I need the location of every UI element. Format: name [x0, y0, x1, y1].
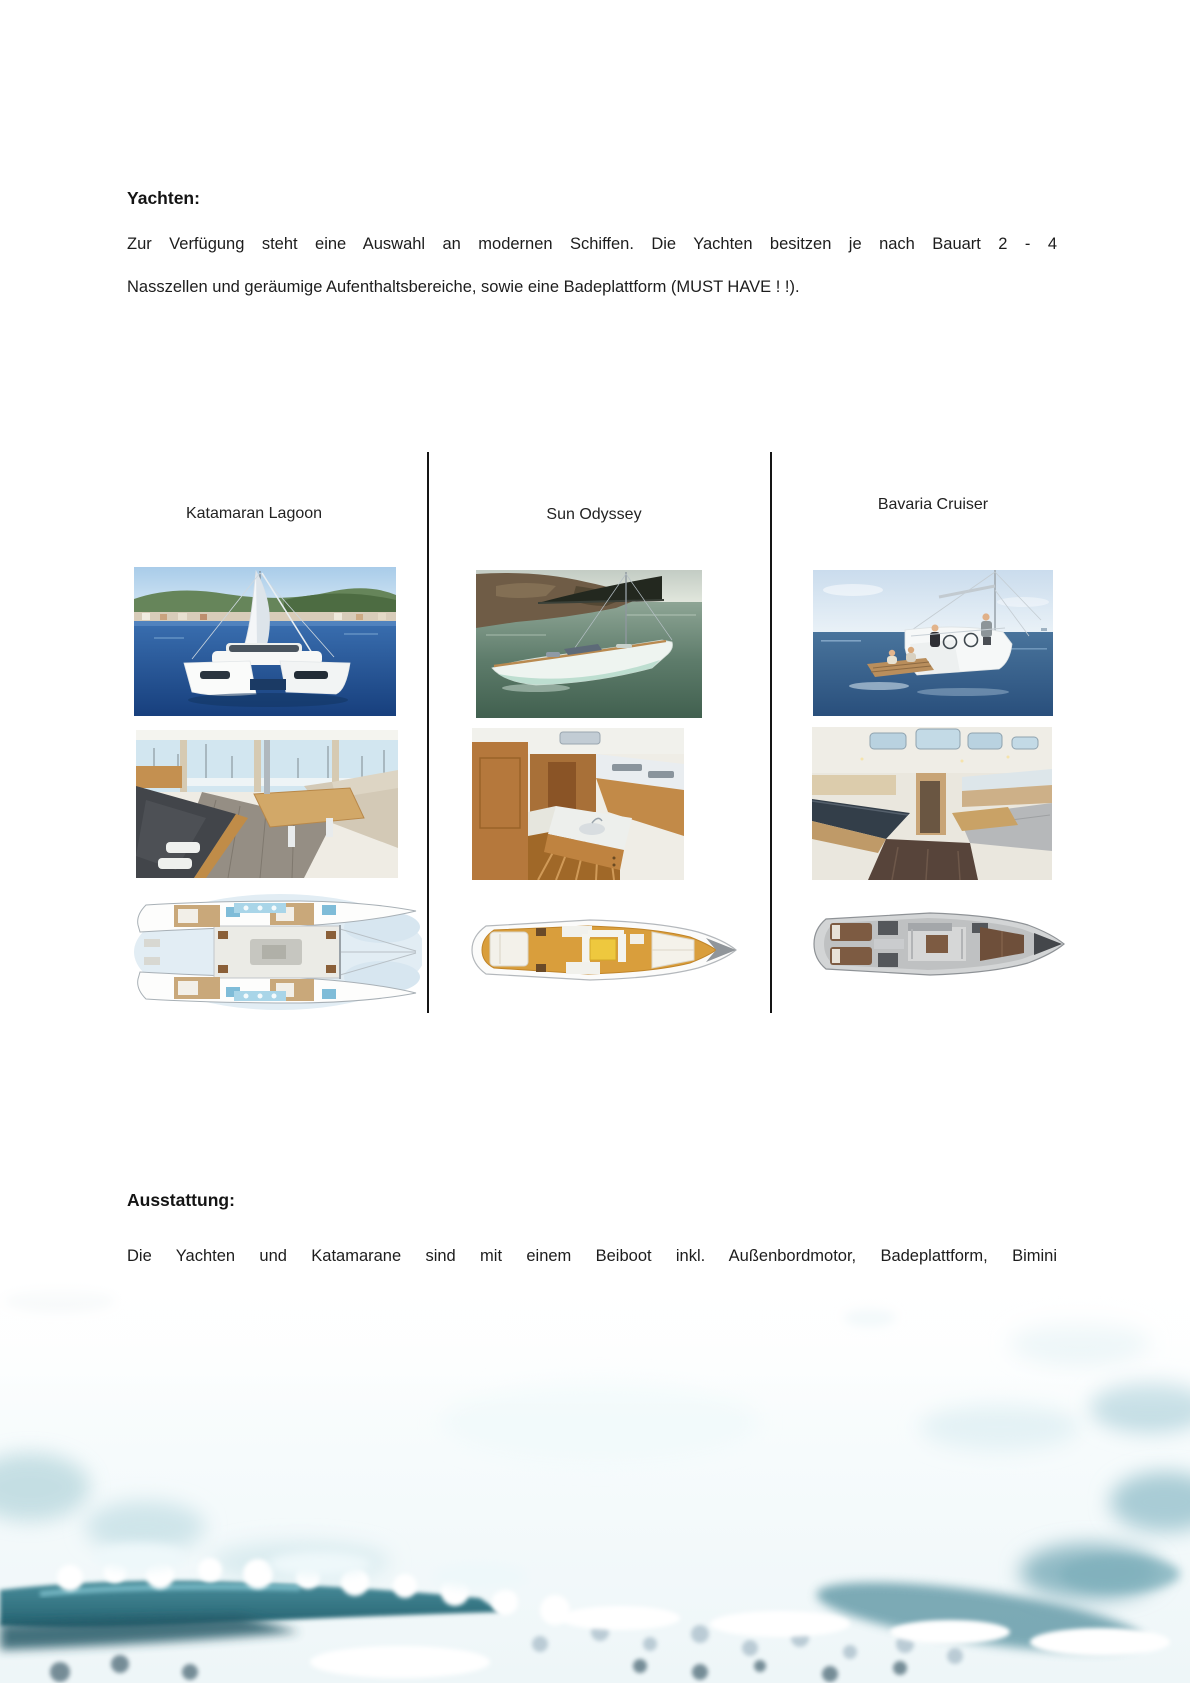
- column-label-katamaran-lagoon: Katamaran Lagoon: [185, 505, 323, 522]
- katamaran-exterior-illustration: [134, 567, 396, 716]
- sun-odyssey-floorplan-illustration: [470, 906, 740, 994]
- bavaria-floorplan: [812, 899, 1066, 989]
- bavaria-exterior-photo: [813, 570, 1053, 716]
- katamaran-interior-illustration: [136, 730, 398, 878]
- sun-odyssey-exterior-photo: [476, 570, 702, 718]
- bavaria-floorplan-illustration: [812, 899, 1066, 989]
- column-label-sun-odyssey: Sun Odyssey: [546, 506, 642, 523]
- katamaran-interior-photo: [136, 730, 398, 878]
- sun-odyssey-exterior-illustration: [476, 570, 702, 718]
- katamaran-floorplan: [130, 891, 422, 1013]
- column-label-bavaria-cruiser: Bavaria Cruiser: [877, 496, 989, 513]
- bavaria-interior-illustration: [812, 727, 1052, 880]
- yachten-paragraph-line2: Nasszellen und geräumige Aufenthaltsbereiche, sowie eine Badeplattform (MUST HAVE ! !).: [127, 278, 800, 296]
- sun-odyssey-interior-illustration: [472, 728, 684, 880]
- sun-odyssey-interior-photo: [472, 728, 684, 880]
- katamaran-floorplan-illustration: [130, 891, 422, 1013]
- katamaran-exterior-photo: [134, 567, 396, 716]
- bavaria-interior-photo: [812, 727, 1052, 880]
- ausstattung-heading: Ausstattung:: [127, 1190, 235, 1210]
- ausstattung-paragraph-line1: Die Yachten und Katamarane sind mit einem Beiboot inkl. Außenbordmotor, Badeplattform, Bimini: [127, 1247, 1057, 1265]
- bavaria-exterior-illustration: [813, 570, 1053, 716]
- yachten-heading: Yachten:: [127, 188, 200, 208]
- ocean-splash-photo: [0, 1272, 1190, 1683]
- column-divider-left: [427, 452, 429, 1013]
- ocean-splash-illustration: [0, 1272, 1190, 1683]
- yachten-paragraph-line1: Zur Verfügung steht eine Auswahl an modernen Schiffen. Die Yachten besitzen je nach Bauart 2 - 4: [127, 235, 1057, 253]
- sun-odyssey-floorplan: [470, 906, 740, 994]
- column-divider-right: [770, 452, 772, 1013]
